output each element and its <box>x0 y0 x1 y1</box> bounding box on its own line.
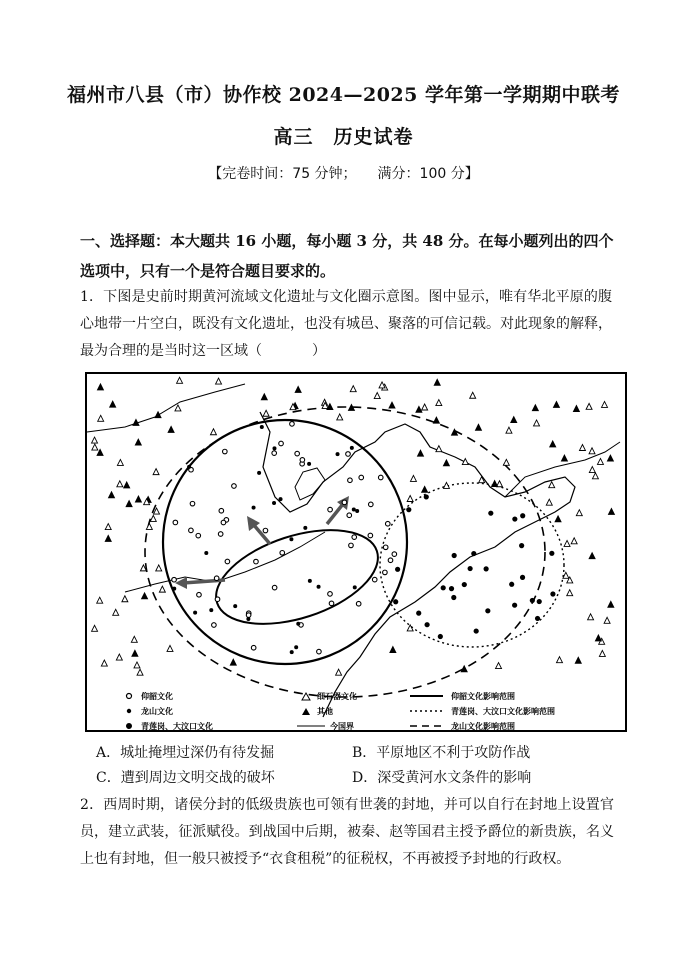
yangshao-site-marker <box>352 535 357 540</box>
legend-qinglian: 青莲岗、大汶口文化 <box>141 722 213 731</box>
yangshao-site-marker <box>392 552 397 557</box>
qinglian-site-marker <box>535 616 540 621</box>
qinglian-site-marker <box>530 598 535 603</box>
yangshao-site-marker <box>347 513 352 518</box>
qinglian-site-marker <box>520 513 525 518</box>
longshan-site-marker <box>246 617 250 621</box>
yangshao-site-marker <box>272 451 277 456</box>
longshan-site-marker <box>209 608 213 612</box>
qinglian-site-marker <box>520 575 525 580</box>
yangshao-site-marker <box>189 528 194 533</box>
legend-longshan: 龙山文化 <box>141 707 173 716</box>
yangshao-site-marker <box>218 532 223 537</box>
legend-border: 今国界 <box>330 722 354 731</box>
yangshao-site-marker <box>328 592 333 597</box>
legend-other: 其他 <box>317 707 333 716</box>
legend-longshan-range: 龙山文化影响范围 <box>451 722 515 731</box>
qinglian-site-marker <box>488 511 493 516</box>
yangshao-site-marker <box>372 577 377 582</box>
longshan-site-marker <box>187 465 191 469</box>
yangshao-site-marker <box>378 475 383 480</box>
qinglian-site-marker <box>452 553 457 558</box>
qinglian-site-marker <box>519 543 524 548</box>
qinglian-site-marker <box>424 494 429 499</box>
legend-yangshao-symbol <box>127 694 132 699</box>
longshan-site-marker <box>289 537 293 541</box>
section-heading-line1: 一、选择题：本大题共 16 小题，每小题 3 分，共 48 分。在每小题列出的四个 <box>80 232 614 250</box>
qinglian-site-marker <box>512 603 517 608</box>
question-1-stem <box>80 284 612 365</box>
longshan-site-marker <box>290 650 294 654</box>
longshan-site-marker <box>303 526 307 530</box>
yangshao-site-marker <box>225 559 230 564</box>
exam-title: 福州市八县（市）协作校 2024—2025 学年第一学期期中联考 <box>67 84 620 106</box>
option-d[interactable]: D．深受黄河水文条件的影响 <box>352 770 532 786</box>
qinglian-site-marker <box>537 599 542 604</box>
qinglian-site-marker <box>441 585 446 590</box>
yangshao-site-marker <box>254 559 259 564</box>
longshan-site-marker <box>317 585 321 589</box>
yangshao-site-marker <box>359 475 364 480</box>
yangshao-site-marker <box>383 570 388 575</box>
longshan-site-marker <box>252 506 256 510</box>
qinglian-site-marker <box>485 608 490 613</box>
yangshao-site-marker <box>246 613 251 618</box>
yangshao-site-marker <box>173 520 178 525</box>
yangshao-site-marker <box>219 508 224 513</box>
yangshao-site-marker <box>221 520 226 525</box>
qinglian-site-marker <box>462 582 467 587</box>
yangshao-site-marker <box>348 478 353 483</box>
yangshao-site-marker <box>295 451 300 456</box>
qinglian-site-marker <box>449 586 454 591</box>
longshan-site-marker <box>355 509 359 513</box>
yangshao-site-marker <box>197 592 202 597</box>
yangshao-site-marker <box>279 441 284 446</box>
question-2-stem: 2．西周时期，诸侯分封的低级贵族也可领有世袭的封地，并可以自行在封地上设置官员，建立武装，征派赋役。到战国中后期，被秦、赵等国君主授予爵位的新贵族，名义上也有封地，但一般只被授予“衣食租税”的征税权，不再被授予封地的行政权。 <box>80 797 614 867</box>
longshan-site-marker <box>233 604 237 608</box>
section-heading-line2: 选项中，只有一个是符合题目要求的。 <box>80 262 336 280</box>
yangshao-site-marker <box>385 521 390 526</box>
yangshao-site-marker <box>272 585 277 590</box>
qinglian-site-marker <box>416 611 421 616</box>
option-b[interactable]: B．平原地区不利于攻防作战 <box>352 745 531 761</box>
yangshao-site-marker <box>346 452 351 457</box>
longshan-site-marker <box>260 425 264 429</box>
legend-qinglian-range: 青莲岗、大汶口文化影响范围 <box>451 707 555 716</box>
qinglian-site-marker <box>424 622 429 627</box>
section-heading <box>80 226 620 286</box>
yangshao-site-marker <box>317 649 322 654</box>
yangshao-site-marker <box>356 601 361 606</box>
yangshao-site-marker <box>223 449 228 454</box>
yangshao-site-marker <box>172 577 177 582</box>
qinglian-site-marker <box>406 507 411 512</box>
longshan-site-marker <box>279 497 283 501</box>
question-1-text-end: ） <box>312 343 326 359</box>
yangshao-site-marker <box>263 528 268 533</box>
qinglian-site-marker <box>393 599 398 604</box>
yangshao-site-marker <box>300 458 305 463</box>
option-a[interactable]: A．城址掩埋过深仍有待发掘 <box>96 745 275 761</box>
legend-yangshao: 仰韶文化 <box>141 692 173 701</box>
yangshao-site-marker <box>232 484 237 489</box>
yangshao-site-marker <box>383 545 388 550</box>
qinglian-site-marker <box>451 595 456 600</box>
longshan-site-marker <box>172 587 176 591</box>
qinglian-site-marker <box>549 551 554 556</box>
longshan-site-marker <box>296 622 300 626</box>
yangshao-site-marker <box>328 507 333 512</box>
qinglian-site-marker <box>471 551 476 556</box>
longshan-site-marker <box>353 585 357 589</box>
legend-qinglian-symbol <box>126 723 132 729</box>
yangshao-site-marker <box>369 502 374 507</box>
qinglian-site-marker <box>468 566 473 571</box>
qinglian-site-marker <box>512 516 517 521</box>
legend-yangshao-range: 仰韶文化影响范围 <box>451 692 515 701</box>
longshan-site-marker <box>294 645 298 649</box>
yangshao-site-marker <box>368 533 373 538</box>
yangshao-site-marker <box>214 576 219 581</box>
longshan-site-marker <box>272 501 276 505</box>
longshan-site-marker <box>336 452 340 456</box>
longshan-site-marker <box>308 579 312 583</box>
longshan-site-marker <box>307 462 311 466</box>
qinglian-site-marker <box>509 582 514 587</box>
longshan-site-marker <box>257 471 261 475</box>
yangshao-site-marker <box>215 597 220 602</box>
yangshao-site-marker <box>190 501 195 506</box>
culture-map <box>85 372 627 732</box>
qinglian-site-marker <box>395 567 400 572</box>
yangshao-site-marker <box>342 500 347 505</box>
yangshao-site-marker <box>212 623 217 628</box>
exam-subtitle: 高三 历史试卷 <box>273 126 414 148</box>
option-c[interactable]: C．遭到周边文明交战的破坏 <box>96 770 275 786</box>
qinglian-site-marker <box>550 591 555 596</box>
longshan-site-marker <box>272 446 276 450</box>
longshan-site-marker <box>350 446 354 450</box>
yangshao-site-marker <box>196 533 201 538</box>
qinglian-site-marker <box>438 634 443 639</box>
longshan-site-marker <box>193 611 197 615</box>
longshan-site-marker <box>204 551 208 555</box>
legend-xishiqi: 细石器文化 <box>317 692 357 701</box>
yangshao-site-marker <box>349 543 354 548</box>
yangshao-site-marker <box>280 551 285 556</box>
legend-longshan-symbol <box>127 709 131 713</box>
exam-info: 【完卷时间：75 分钟； 满分：100 分】 <box>208 166 479 182</box>
yangshao-site-marker <box>388 558 393 563</box>
yangshao-site-marker <box>251 645 256 650</box>
question-1-text: 1．下图是史前时期黄河流域文化遗址与文化圈示意图。图中显示，唯有华北平原的腹心地带一片空白，既没有文化遗址，也没有城邑、聚落的可信记载。对此现象的解释，最为合理的是当时这一区域（ <box>80 289 612 359</box>
yangshao-site-marker <box>329 601 334 606</box>
yangshao-site-marker <box>290 422 295 427</box>
qinglian-site-marker <box>474 628 479 633</box>
qinglian-site-marker <box>484 566 489 571</box>
